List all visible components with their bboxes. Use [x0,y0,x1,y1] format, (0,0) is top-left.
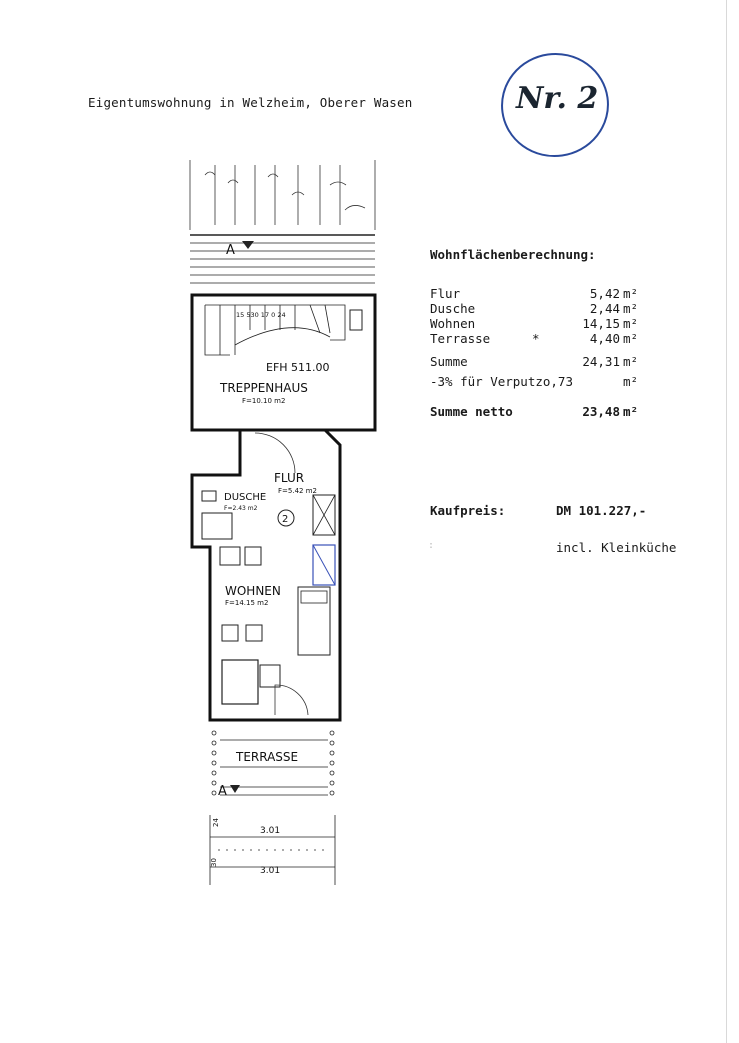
sum-unit: m² [623,354,639,369]
dimension-side-top: 24 [212,818,220,827]
page-edge [726,0,727,1043]
scan-speck: : [428,540,435,551]
deduction-unit: m² [623,374,639,389]
deduction-label: -3% für Verputzo,73 [430,374,573,389]
area-marker: * [532,331,540,346]
toilet [202,491,216,501]
kitchen-sink [220,547,240,565]
deduction-row [430,374,640,389]
dimension-side-bottom: 30 [210,858,218,867]
area-label: Flur [430,286,461,301]
price-value: DM 101.227,- [556,503,647,518]
sum-row [430,354,640,369]
area-row [430,286,640,301]
room-living: WOHNEN [225,584,281,598]
dimension-width-bottom: 3.01 [260,866,281,876]
room-stairwell: TREPPENHAUS [220,381,308,395]
door-swing-terrace [275,685,308,715]
area-row [430,316,640,331]
armchair [260,665,280,687]
door-swing-flur [255,433,295,473]
net-value: 23,48 [582,404,620,419]
calculation-title: Wohnflächenberechnung: [430,247,596,262]
chimney [350,310,362,330]
area-label: Wohnen [430,316,476,331]
section-marker-bottom: A [218,784,227,799]
area-label: Terrasse [430,331,491,346]
net-row [430,404,640,419]
room-terrace: TERRASSE [236,750,299,764]
area-unit: m² [623,316,639,331]
area-label: Dusche [430,301,476,316]
sum-value: 24,31 [582,354,620,369]
level-label: EFH 511.00 [266,361,330,374]
stamp-nr-2 [500,50,610,160]
area-row [430,331,640,346]
room-hall-area: F=5.42 m2 [278,487,317,495]
document-title: Eigentumswohnung in Welzheim, Oberer Wasen [88,95,413,110]
section-marker-top: A [226,243,235,258]
price-note: incl. Kleinküche [556,540,677,555]
price-label: Kaufpreis: [430,503,506,518]
stair-dimensions: 15 530 17 0 24 [236,311,286,319]
bed [298,587,330,655]
room-stairwell-area: F=10.10 m2 [242,397,286,405]
room-living-area: F=14.15 m2 [225,599,269,607]
net-unit: m² [623,404,639,419]
chair-2 [246,625,262,641]
area-unit: m² [623,286,639,301]
room-shower: DUSCHE [224,492,267,503]
area-value: 4,40 [589,331,620,346]
area-unit: m² [623,301,639,316]
section-arrow-bottom [230,785,240,793]
area-row [430,301,640,316]
room-shower-area: F=2.43 m2 [224,505,258,512]
unit-number: 2 [282,514,289,525]
sum-label: Summe [430,354,468,369]
net-label: Summe netto [430,404,513,419]
kitchen-stove [245,547,261,565]
building-walls [192,295,375,720]
area-value: 2,44 [589,301,620,316]
sofa [222,660,258,704]
chair-1 [222,625,238,641]
area-unit: m² [623,331,639,346]
section-arrow-top [242,241,254,249]
dimension-width-top: 3.01 [260,826,281,836]
room-hall: FLUR [274,471,305,485]
area-value: 14,15 [582,316,620,331]
garden-area [190,160,375,230]
shower-tray [202,513,232,539]
floorplan [180,155,380,895]
terrace-hatching-upper [190,243,375,283]
area-value: 5,42 [589,286,620,301]
stamp-text: Nr. 2 [516,81,599,116]
